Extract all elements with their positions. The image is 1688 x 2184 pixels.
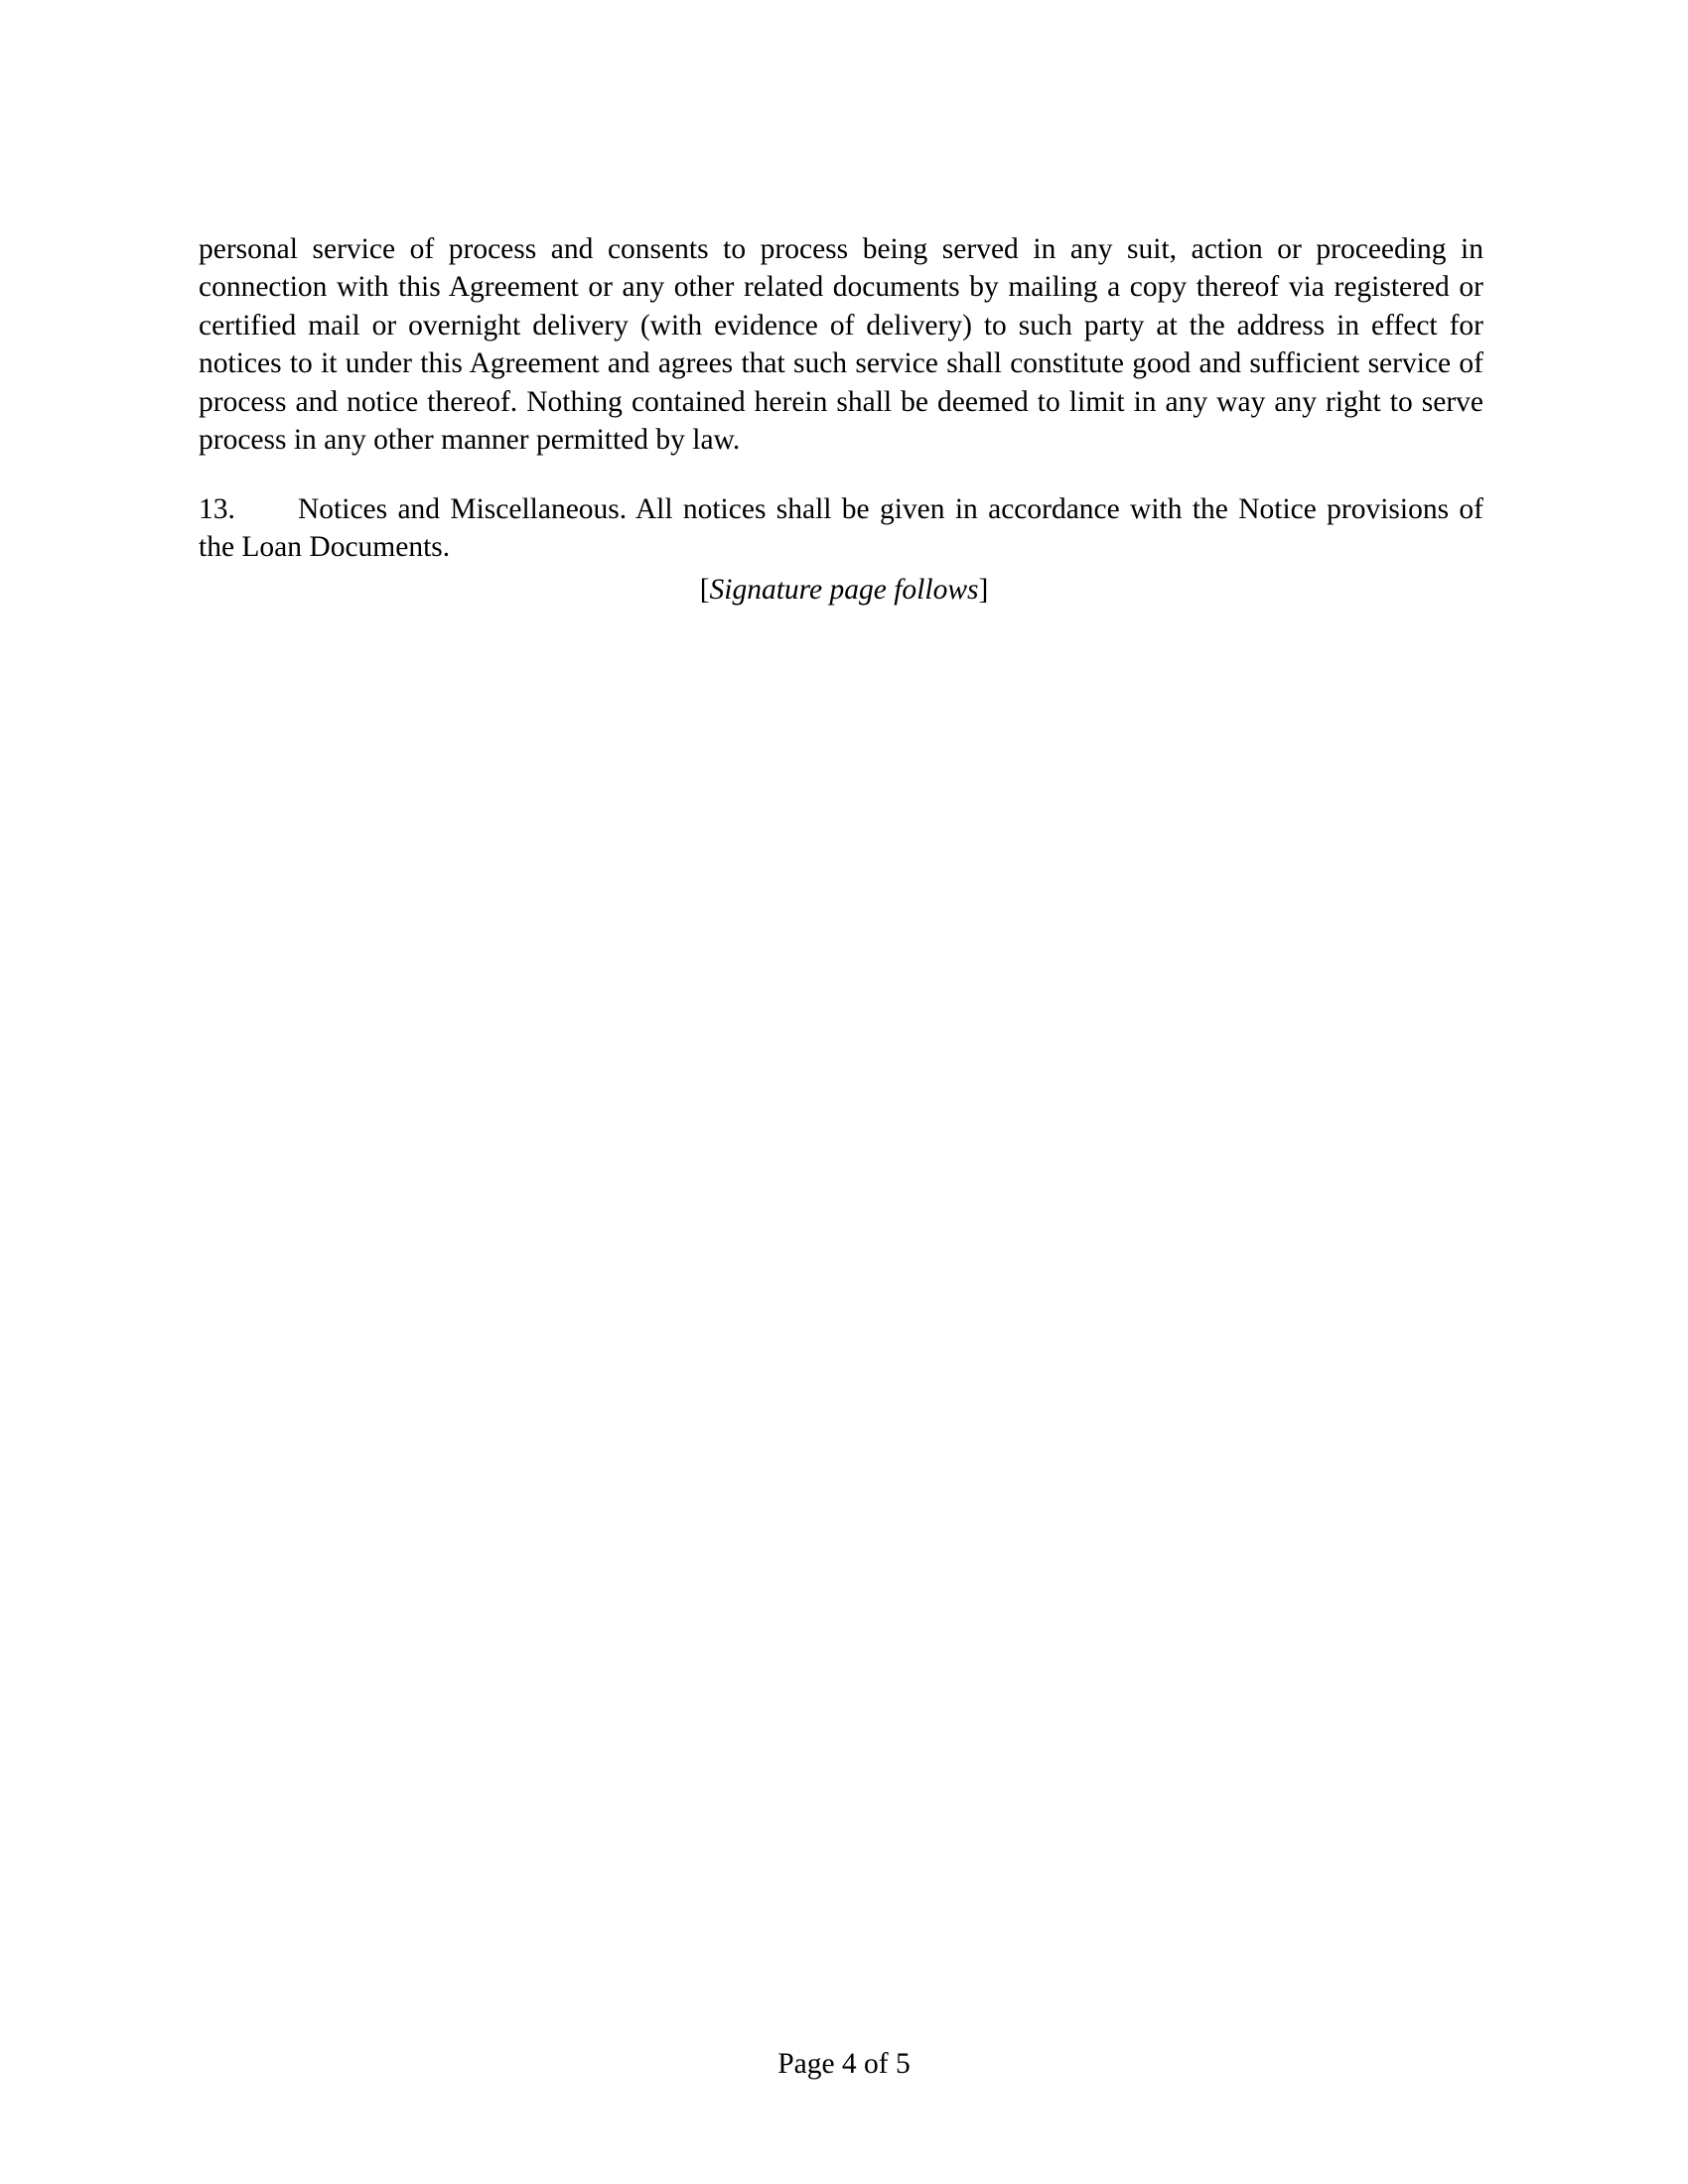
section-13-notices bbox=[199, 490, 1483, 567]
signature-note-close-bracket: ] bbox=[978, 574, 989, 606]
paragraph-service-of-process: personal service of process and consents to process being served in any suit, action or proceeding in connection with this Agreement or any other related documents by mailing a copy thereof via registered or certified mail or overnight delivery (with evidence of delivery) to such party at the address in effect for notices to it under this Agreement and agrees that such service shall constitute good and sufficient service of process and notice thereof. Nothing contained herein shall be deemed to limit in any way any right to serve process in any other manner permitted by law. bbox=[199, 232, 1483, 456]
signature-note-text: Signature page follows bbox=[709, 574, 979, 606]
page-number-footer: Page 4 of 5 bbox=[777, 2048, 911, 2080]
signature-page-note bbox=[0, 571, 1688, 610]
signature-note-open-bracket: [ bbox=[699, 574, 710, 606]
section-text: Notices and Miscellaneous. All notices shall be given in accordance with the Notice provisions of the Loan Documents. bbox=[199, 492, 1483, 563]
section-number: 13. bbox=[199, 492, 235, 525]
